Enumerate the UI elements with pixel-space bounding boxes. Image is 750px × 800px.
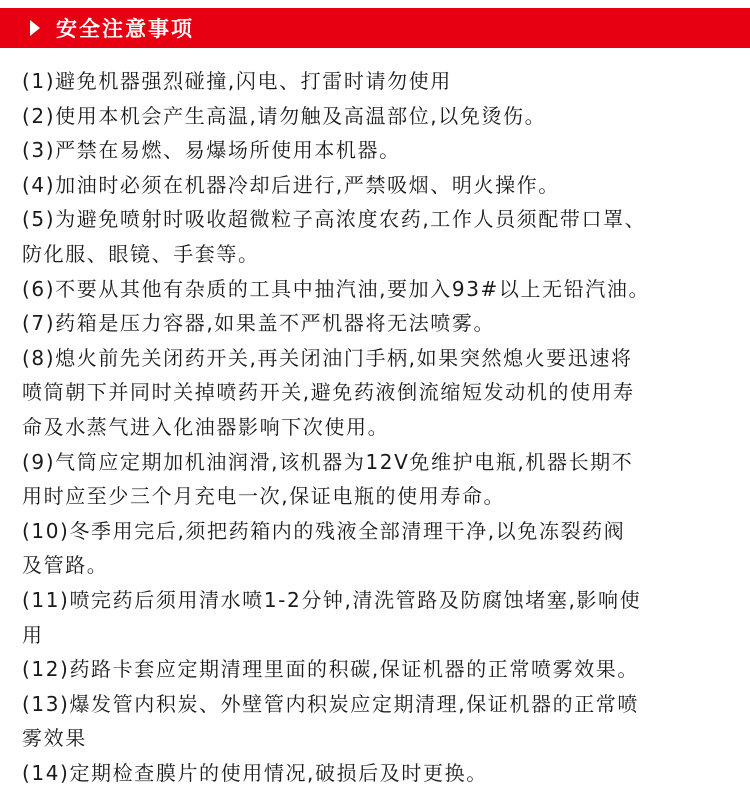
note-line: (5)为避免喷射时吸收超微粒子高浓度农药,工作人员须配带口罩、 bbox=[22, 207, 647, 232]
note-line: (3)严禁在易燃、易爆场所使用本机器。 bbox=[22, 138, 401, 163]
note-line: 雾效果 bbox=[22, 726, 87, 751]
note-line: (13)爆发管内积炭、外壁管内积炭应定期清理,保证机器的正常喷 bbox=[22, 691, 640, 716]
note-line: (14)定期检查膜片的使用情况,破损后及时更换。 bbox=[22, 760, 488, 785]
section-title: 安全注意事项 bbox=[56, 17, 194, 41]
note-line: (10)冬季用完后,须把药箱内的残液全部清理干净,以免冻裂药阀 bbox=[22, 518, 626, 543]
note-line: (6)不要从其他有杂质的工具中抽汽油,要加入93#以上无铅汽油。 bbox=[22, 276, 651, 301]
note-line: 用时应至少三个月充电一次,保证电瓶的使用寿命。 bbox=[22, 484, 506, 509]
note-line: (9)气筒应定期加机油润滑,该机器为12V免维护电瓶,机器长期不 bbox=[22, 449, 634, 474]
note-line: 防化服、眼镜、手套等。 bbox=[22, 241, 260, 266]
note-line: (12)药路卡套应定期清理里面的积碳,保证机器的正常喷雾效果。 bbox=[22, 657, 640, 682]
note-line: (7)药箱是压力容器,如果盖不严机器将无法喷雾。 bbox=[22, 311, 496, 336]
note-line: 命及水蒸气进入化油器影响下次使用。 bbox=[22, 414, 390, 439]
note-line: 喷筒朝下并同时关掉喷药开关,避免药液倒流缩短发动机的使用寿 bbox=[22, 380, 635, 405]
note-line: 及管路。 bbox=[22, 553, 109, 578]
safety-notes-list bbox=[22, 64, 737, 790]
note-line: 用 bbox=[22, 622, 44, 647]
triangle-right-icon bbox=[30, 20, 40, 36]
note-line: (2)使用本机会产生高温,请勿触及高温部位,以免烫伤。 bbox=[22, 103, 547, 128]
note-line: (8)熄火前先关闭药开关,再关闭油门手柄,如果突然熄火要迅速将 bbox=[22, 345, 633, 370]
note-line: (11)喷完药后须用清水喷1-2分钟,清洗管路及防腐蚀堵塞,影响使 bbox=[22, 587, 642, 612]
note-line: (4)加油时必须在机器冷却后进行,严禁吸烟、明火操作。 bbox=[22, 172, 560, 197]
note-line: (1)避免机器强烈碰撞,闪电、打雷时请勿使用 bbox=[22, 69, 452, 93]
section-header bbox=[0, 8, 750, 48]
